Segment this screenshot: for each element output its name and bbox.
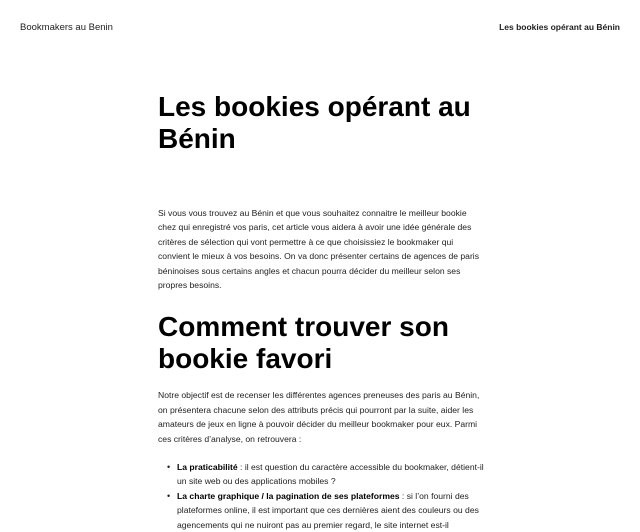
intro-paragraph: Si vous vous trouvez au Bénin et que vous souhaitez connaitre le meilleur bookie chez qui enregistré vos paris, cet article vous aidera à avoir une idée générale des critères de sélection qui vont permettre à ce que choisissiez le bookmaker qui convient le mieux à vos besoins. On va donc présenter certains de agences de paris béninoises sous certains angles et chacun pourra décider du meilleur selon ses propres besoins. (158, 208, 480, 291)
section-paragraph: Notre objectif est de recenser les différentes agences preneuses des paris au Bénin, on présentera chacune selon des attributs précis qui pourront par la suite, aider les amateurs de jeux en ligne à pouvoir décider du meilleur bookmaker pour eux. Parmi ces critères d’analyse, on retrouvera : (158, 390, 480, 444)
criteria-term: La praticabilité (177, 462, 238, 473)
criteria-list (158, 460, 484, 532)
section-heading: Comment trouver son bookie favori (158, 311, 449, 375)
page-title: Les bookies opérant au Bénin (158, 91, 471, 154)
nav-link-bookies-benin[interactable]: Les bookies opérant au Bénin (499, 22, 620, 32)
criteria-term: La charte graphique / la pagination de ses plateformes (177, 490, 400, 501)
criteria-item-charte-graphique (177, 489, 484, 532)
site-header (0, 0, 640, 56)
article-content (158, 91, 484, 532)
criteria-text: : il est question du caractère accessible du bookmaker, détient-il un site web ou des applications mobiles ? (177, 462, 484, 487)
site-title-link[interactable]: Bookmakers au Benin (20, 22, 113, 33)
criteria-text: : si l’on fourni des plateformes online, il est important que ces dernières aient des couleurs ou des agencements qui ne nuiront pas au premier regard, le site internet est-il (177, 490, 479, 530)
criteria-item-praticabilite (177, 460, 484, 489)
